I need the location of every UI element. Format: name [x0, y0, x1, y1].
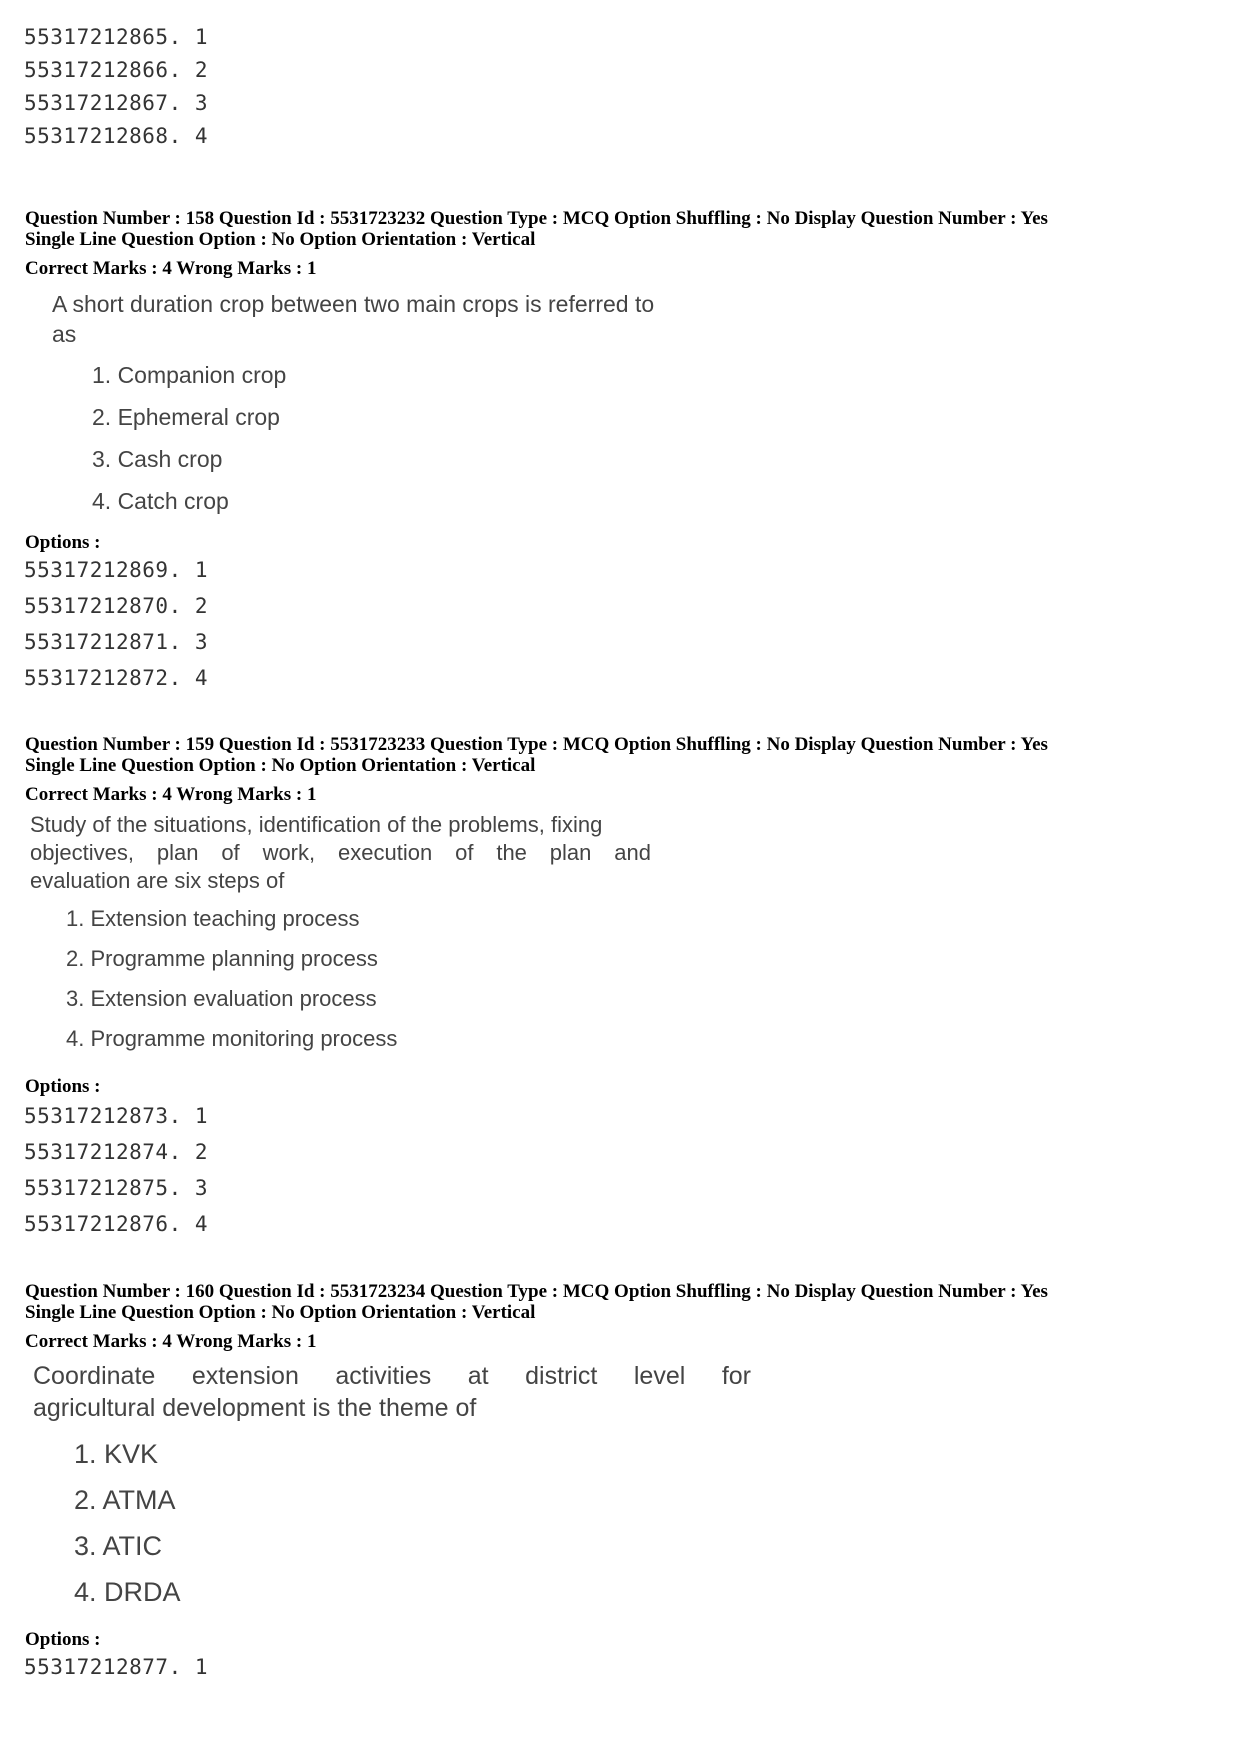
- answer-choice: 2. Ephemeral crop: [92, 404, 280, 430]
- answer-choice: 1. KVK: [74, 1439, 159, 1469]
- answer-choice: 1. Companion crop: [92, 362, 287, 388]
- answer-choice: 3. Cash crop: [92, 446, 223, 472]
- options-label: Options :: [25, 1076, 101, 1097]
- option-line: 55317212868. 4: [24, 124, 209, 148]
- question-meta: [25, 734, 1048, 776]
- question-meta: [25, 1281, 1048, 1323]
- option-line: 55317212874. 2: [24, 1140, 209, 1164]
- option-line: 55317212869. 1: [24, 558, 209, 582]
- option-line: 55317212866. 2: [24, 58, 209, 82]
- answer-choice: 4. Programme monitoring process: [66, 1026, 398, 1051]
- option-line: 55317212872. 4: [24, 666, 209, 690]
- question-stem-line: agricultural development is the theme of: [33, 1394, 477, 1422]
- marks-line: Correct Marks : 4 Wrong Marks : 1: [25, 1331, 317, 1352]
- answer-choice: 3. ATIC: [74, 1531, 163, 1561]
- answer-choice: 1. Extension teaching process: [66, 906, 360, 931]
- option-line: 55317212873. 1: [24, 1104, 209, 1128]
- question-image-160: [33, 1360, 763, 1610]
- option-line: 55317212867. 3: [24, 91, 209, 115]
- question-image-158: [52, 287, 712, 522]
- question-stem-line: as: [52, 321, 77, 347]
- question-meta-line: Single Line Question Option : No Option Orientation : Vertical: [25, 755, 536, 776]
- question-meta: [25, 208, 1048, 250]
- option-line: 55317212865. 1: [24, 25, 209, 49]
- question-stem-line: A short duration crop between two main crops is referred to: [52, 291, 655, 317]
- answer-choice: 2. ATMA: [74, 1485, 176, 1515]
- option-line: 55317212877. 1: [24, 1655, 209, 1679]
- question-stem-line: Study of the situations, identification of the problems, fixing: [30, 812, 603, 837]
- question-image-159: [30, 810, 660, 1055]
- question-stem-line: objectives, plan of work, execution of the plan and: [30, 840, 651, 865]
- question-stem-line: evaluation are six steps of: [30, 868, 285, 893]
- options-label: Options :: [25, 532, 101, 553]
- question-meta-line: Question Number : 160 Question Id : 5531723234 Question Type : MCQ Option Shuffling : No Display Question Number : Yes: [25, 1281, 1048, 1302]
- option-line: 55317212871. 3: [24, 630, 209, 654]
- marks-line: Correct Marks : 4 Wrong Marks : 1: [25, 784, 317, 805]
- question-meta-line: Single Line Question Option : No Option Orientation : Vertical: [25, 1302, 536, 1323]
- answer-choice: 3. Extension evaluation process: [66, 986, 377, 1011]
- question-stem-line: Coordinate extension activities at district level for: [33, 1362, 751, 1390]
- options-label: Options :: [25, 1629, 101, 1650]
- answer-choice: 2. Programme planning process: [66, 946, 378, 971]
- option-line: 55317212870. 2: [24, 594, 209, 618]
- question-meta-line: Question Number : 158 Question Id : 5531723232 Question Type : MCQ Option Shuffling : No Display Question Number : Yes: [25, 208, 1048, 229]
- option-line: 55317212875. 3: [24, 1176, 209, 1200]
- option-line: 55317212876. 4: [24, 1212, 209, 1236]
- marks-line: Correct Marks : 4 Wrong Marks : 1: [25, 258, 317, 279]
- question-meta-line: Single Line Question Option : No Option Orientation : Vertical: [25, 229, 536, 250]
- answer-choice: 4. DRDA: [74, 1577, 181, 1607]
- answer-choice: 4. Catch crop: [92, 488, 229, 514]
- question-meta-line: Question Number : 159 Question Id : 5531723233 Question Type : MCQ Option Shuffling : No Display Question Number : Yes: [25, 734, 1048, 755]
